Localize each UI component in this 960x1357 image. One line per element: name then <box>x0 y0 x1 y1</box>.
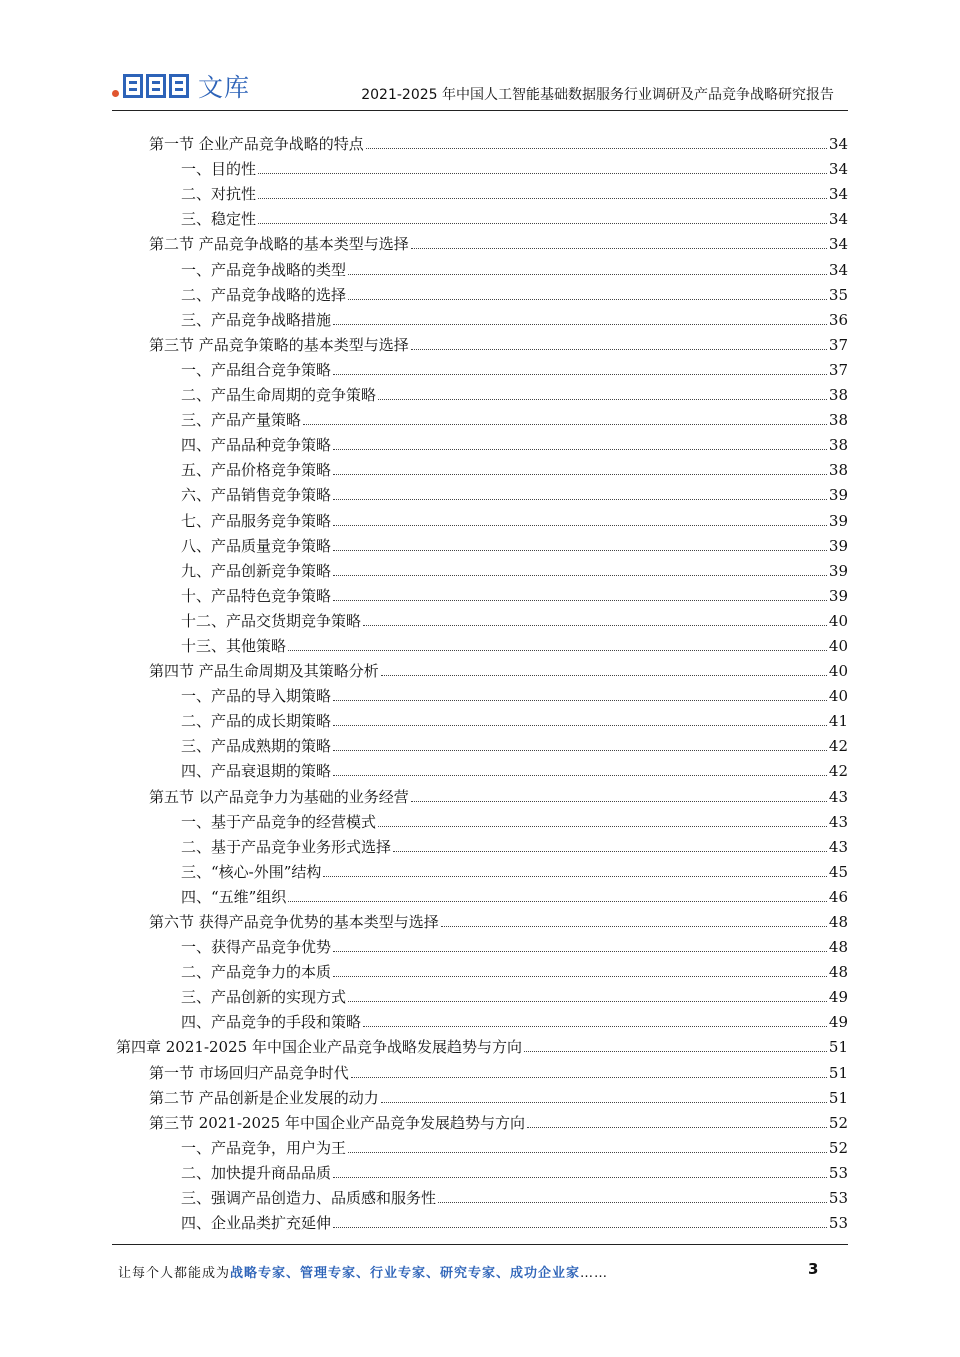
toc-entry-page: 34 <box>828 210 848 229</box>
toc-dot-leader <box>381 1102 827 1103</box>
toc-dot-leader <box>363 625 827 626</box>
toc-entry[interactable] <box>112 580 848 605</box>
toc-dot-leader <box>333 951 827 952</box>
toc-entry-page: 40 <box>828 687 848 706</box>
toc-entry[interactable] <box>112 228 848 253</box>
toc-entry-title: 第二节 产品竞争战略的基本类型与选择 <box>149 235 409 254</box>
logo-mark-icon <box>169 74 189 98</box>
toc-entry[interactable] <box>112 404 848 429</box>
toc-entry-page: 34 <box>828 260 848 279</box>
toc-dot-leader <box>524 1051 827 1052</box>
toc-entry-title: 一、获得产品竞争优势 <box>181 938 332 957</box>
toc-dot-leader <box>381 675 827 676</box>
toc-dot-leader <box>333 474 827 475</box>
toc-entry-page: 46 <box>828 887 848 906</box>
toc-dot-leader <box>258 223 827 224</box>
toc-dot-leader <box>333 550 827 551</box>
toc-entry-page: 52 <box>828 1113 848 1132</box>
toc-entry[interactable] <box>112 1006 848 1031</box>
toc-dot-leader <box>333 600 827 601</box>
toc-entry-page: 37 <box>828 360 848 379</box>
toc-entry[interactable] <box>112 479 848 504</box>
toc-entry-title: 第三节 2021-2025 年中国企业产品竞争发展趋势与方向 <box>149 1113 525 1132</box>
toc-dot-leader <box>348 1152 827 1153</box>
toc-entry[interactable] <box>112 153 848 178</box>
toc-entry[interactable] <box>112 1107 848 1132</box>
toc-dot-leader <box>378 826 827 827</box>
toc-entry-title: 三、产品产量策略 <box>181 411 302 430</box>
toc-entry[interactable] <box>112 504 848 529</box>
toc-entry-page: 38 <box>828 411 848 430</box>
toc-entry-page: 40 <box>828 611 848 630</box>
toc-entry-title: 十、产品特色竞争策略 <box>181 586 332 605</box>
logo-text: 文库 <box>198 73 251 102</box>
toc-entry-page: 39 <box>828 511 848 530</box>
toc-dot-leader <box>323 876 827 877</box>
toc-entry-title: 五、产品价格竞争策略 <box>181 461 332 480</box>
toc-entry-title: 九、产品创新竞争策略 <box>181 561 332 580</box>
toc-dot-leader <box>366 148 827 149</box>
toc-entry-page: 38 <box>828 386 848 405</box>
logo-dot-icon <box>112 90 119 97</box>
toc-entry-title: 一、产品组合竞争策略 <box>181 360 332 379</box>
toc-dot-leader <box>333 324 827 325</box>
toc-entry[interactable] <box>112 780 848 805</box>
toc-entry[interactable] <box>112 605 848 630</box>
toc-entry[interactable] <box>112 856 848 881</box>
toc-entry[interactable] <box>112 178 848 203</box>
toc-entry[interactable] <box>112 203 848 228</box>
toc-entry-title: 三、“核心-外围”结构 <box>181 862 322 881</box>
toc-dot-leader <box>288 650 827 651</box>
toc-entry-page: 39 <box>828 536 848 555</box>
toc-entry[interactable] <box>112 1182 848 1207</box>
toc-dot-leader <box>363 1026 827 1027</box>
toc-dot-leader <box>258 173 827 174</box>
toc-entry-title: 四、企业品类扩充延伸 <box>181 1214 332 1233</box>
toc-entry-title: 二、对抗性 <box>181 185 257 204</box>
toc-entry[interactable] <box>112 354 848 379</box>
toc-entry-title: 二、产品的成长期策略 <box>181 712 332 731</box>
toc-entry-title: 第四章 2021-2025 年中国企业产品竞争战略发展趋势与方向 <box>116 1038 522 1057</box>
toc-entry[interactable] <box>112 279 848 304</box>
toc-entry-page: 39 <box>828 586 848 605</box>
toc-entry-title: 四、“五维”组织 <box>181 887 287 906</box>
toc-entry-page: 34 <box>828 185 848 204</box>
toc-dot-leader <box>438 1202 827 1203</box>
toc-dot-leader <box>333 374 827 375</box>
toc-entry-title: 六、产品销售竞争策略 <box>181 486 332 505</box>
toc-dot-leader <box>411 248 827 249</box>
toc-entry-page: 34 <box>828 160 848 179</box>
toc-entry[interactable] <box>112 253 848 278</box>
toc-entry[interactable] <box>112 429 848 454</box>
toc-entry-page: 35 <box>828 285 848 304</box>
toc-entry-title: 三、强调产品创造力、品质感和服务性 <box>181 1189 437 1208</box>
toc-dot-leader <box>258 198 827 199</box>
toc-entry-page: 38 <box>828 461 848 480</box>
toc-entry-page: 36 <box>828 310 848 329</box>
footer-slogan <box>118 1262 608 1281</box>
toc-entry[interactable] <box>112 931 848 956</box>
toc-entry-title: 三、产品成熟期的策略 <box>181 737 332 756</box>
toc-entry[interactable] <box>112 530 848 555</box>
toc-entry[interactable] <box>112 128 848 153</box>
toc-entry[interactable] <box>112 831 848 856</box>
toc-entry-page: 48 <box>828 963 848 982</box>
toc-entry[interactable] <box>112 981 848 1006</box>
toc-entry-title: 第三节 产品竞争策略的基本类型与选择 <box>149 335 409 354</box>
toc-dot-leader <box>333 976 827 977</box>
toc-dot-leader <box>441 926 827 927</box>
toc-entry[interactable] <box>112 1056 848 1081</box>
toc-entry-title: 第五节 以产品竞争力为基础的业务经营 <box>149 787 409 806</box>
toc-entry-page: 49 <box>828 988 848 1007</box>
logo-mark-icon <box>146 74 166 98</box>
toc-entry[interactable] <box>112 755 848 780</box>
toc-entry-page: 42 <box>828 762 848 781</box>
page-number: 3 <box>808 1260 819 1278</box>
toc-entry-title: 四、产品竞争的手段和策略 <box>181 1013 362 1032</box>
toc-dot-leader <box>333 775 827 776</box>
toc-entry[interactable] <box>112 329 848 354</box>
toc-entry-title: 一、产品的导入期策略 <box>181 687 332 706</box>
toc-entry[interactable] <box>112 730 848 755</box>
toc-entry[interactable] <box>112 1031 848 1056</box>
toc-dot-leader <box>411 349 827 350</box>
toc-dot-leader <box>393 851 827 852</box>
toc-entry-page: 34 <box>828 235 848 254</box>
toc-entry-title: 十二、产品交货期竞争策略 <box>181 611 362 630</box>
toc-entry-title: 一、基于产品竞争的经营模式 <box>181 812 377 831</box>
toc-entry[interactable] <box>112 655 848 680</box>
toc-entry-page: 48 <box>828 913 848 931</box>
toc-entry[interactable] <box>112 1157 848 1182</box>
footer-divider <box>112 1244 848 1245</box>
toc-entry-title: 二、产品竞争战略的选择 <box>181 285 347 304</box>
toc-dot-leader <box>348 274 827 275</box>
toc-entry[interactable] <box>112 906 848 931</box>
footer-prefix: 让每个人都能成为 <box>118 1266 231 1281</box>
toc-entry-page: 39 <box>828 486 848 505</box>
toc-entry-page: 34 <box>828 135 848 154</box>
toc-entry-page: 53 <box>828 1163 848 1182</box>
toc-dot-leader <box>333 1227 827 1228</box>
toc-entry-page: 37 <box>828 335 848 354</box>
toc-entry-page: 51 <box>828 1063 848 1082</box>
toc-entry-page: 51 <box>828 1038 848 1057</box>
toc-dot-leader <box>527 1127 827 1128</box>
toc-entry-title: 四、产品品种竞争策略 <box>181 436 332 455</box>
toc-dot-leader <box>333 750 827 751</box>
logo <box>112 68 250 104</box>
toc-entry-page: 42 <box>828 737 848 756</box>
toc-entry-page: 52 <box>828 1138 848 1157</box>
toc-entry-title: 十三、其他策略 <box>181 636 287 655</box>
toc-entry-page: 53 <box>828 1189 848 1208</box>
toc-dot-leader <box>333 700 827 701</box>
toc-entry-page: 48 <box>828 938 848 957</box>
page-header <box>112 62 848 111</box>
toc-entry-title: 二、加快提升商品品质 <box>181 1163 332 1182</box>
footer-suffix: …… <box>580 1266 609 1281</box>
toc-entry[interactable] <box>112 1132 848 1157</box>
footer-highlight: 战略专家、管理专家、行业专家、研究专家、成功企业家 <box>230 1266 581 1281</box>
toc-entry-title: 第二节 产品创新是企业发展的动力 <box>149 1088 379 1107</box>
logo-mark-icon <box>123 74 143 98</box>
toc-entry-title: 三、稳定性 <box>181 210 257 229</box>
table-of-contents <box>112 128 848 1232</box>
toc-dot-leader <box>348 299 827 300</box>
toc-entry-title: 二、产品生命周期的竞争策略 <box>181 386 377 405</box>
toc-entry-title: 一、目的性 <box>181 160 257 179</box>
toc-entry-page: 43 <box>828 787 848 806</box>
toc-dot-leader <box>351 1077 827 1078</box>
toc-entry-page: 49 <box>828 1013 848 1032</box>
toc-entry-page: 51 <box>828 1088 848 1107</box>
toc-entry[interactable] <box>112 454 848 479</box>
toc-dot-leader <box>333 525 827 526</box>
toc-entry[interactable] <box>112 379 848 404</box>
document-title: 2021-2025 年中国人工智能基础数据服务行业调研及产品竞争战略研究报告 <box>361 87 834 103</box>
toc-entry[interactable] <box>112 555 848 580</box>
toc-dot-leader <box>303 424 827 425</box>
toc-dot-leader <box>333 449 827 450</box>
toc-entry[interactable] <box>112 881 848 906</box>
toc-dot-leader <box>333 725 827 726</box>
toc-entry-title: 第四节 产品生命周期及其策略分析 <box>149 662 379 681</box>
toc-entry-page: 40 <box>828 636 848 655</box>
toc-dot-leader <box>333 575 827 576</box>
toc-entry-page: 41 <box>828 712 848 731</box>
toc-dot-leader <box>378 399 827 400</box>
toc-dot-leader <box>333 1177 827 1178</box>
toc-entry[interactable] <box>112 956 848 981</box>
toc-entry-title: 第一节 企业产品竞争战略的特点 <box>149 135 364 154</box>
toc-entry-title: 三、产品创新的实现方式 <box>181 988 347 1007</box>
toc-entry-page: 40 <box>828 662 848 681</box>
toc-entry[interactable] <box>112 630 848 655</box>
toc-entry[interactable] <box>112 1207 848 1232</box>
toc-entry-title: 八、产品质量竞争策略 <box>181 536 332 555</box>
toc-entry-title: 第一节 市场回归产品竞争时代 <box>149 1063 349 1082</box>
toc-entry-title: 三、产品竞争战略措施 <box>181 310 332 329</box>
toc-dot-leader <box>411 801 827 802</box>
toc-entry-title: 一、产品竞争，用户为王 <box>181 1138 347 1157</box>
toc-entry[interactable] <box>112 1082 848 1107</box>
toc-dot-leader <box>348 1001 827 1002</box>
toc-entry-page: 53 <box>828 1214 848 1233</box>
toc-entry-page: 45 <box>828 862 848 881</box>
toc-entry-title: 四、产品衰退期的策略 <box>181 762 332 781</box>
toc-dot-leader <box>288 901 827 902</box>
toc-dot-leader <box>333 499 827 500</box>
toc-entry-title: 第六节 获得产品竞争优势的基本类型与选择 <box>149 913 439 931</box>
toc-entry-page: 43 <box>828 812 848 831</box>
toc-entry-page: 39 <box>828 561 848 580</box>
toc-entry-title: 一、产品竞争战略的类型 <box>181 260 347 279</box>
toc-entry-title: 二、基于产品竞争业务形式选择 <box>181 837 392 856</box>
toc-entry-title: 二、产品竞争力的本质 <box>181 963 332 982</box>
toc-entry[interactable] <box>112 304 848 329</box>
toc-entry[interactable] <box>112 806 848 831</box>
toc-entry[interactable] <box>112 705 848 730</box>
toc-entry[interactable] <box>112 680 848 705</box>
toc-entry-page: 43 <box>828 837 848 856</box>
toc-entry-page: 38 <box>828 436 848 455</box>
toc-entry-title: 七、产品服务竞争策略 <box>181 511 332 530</box>
